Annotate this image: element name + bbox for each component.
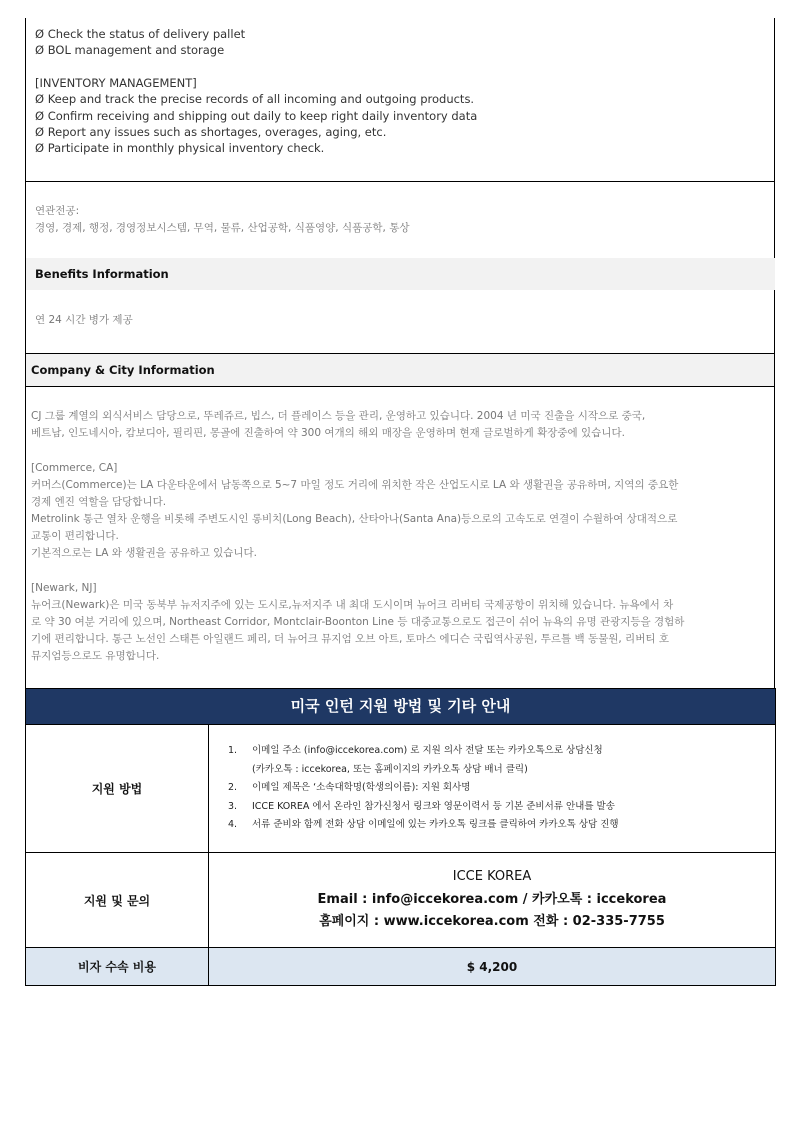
benefits-text: 연 24 시간 병가 제공 [35,314,133,326]
step-row: 1. 이메일 주소 (info@iccekorea.com) 로 지원 의사 전달 또는 카카오톡으로 상담신청 [228,745,603,757]
newark-line: 뉴어크(Newark)은 미국 동북부 뉴저지주에 있는 도시로,뉴저지주 내 최대 도시이며 뉴어크 리버티 국제공항이 위치해 있습니다. 뉴욕에서 차 [31,599,674,611]
benefits-header: Benefits Information [25,258,775,290]
contact-web-phone: 홈페이지 : www.iccekorea.com 전화 : 02-335-7755 [319,914,665,930]
inventory-item: Ø Report any issues such as shortages, overages, aging, etc. [35,125,387,140]
inventory-item: Ø Confirm receiving and shipping out daily to keep right daily inventory data [35,108,478,123]
newark-title: [Newark, NJ] [31,582,97,594]
duties-section [25,18,775,182]
majors-label: 연관전공: [35,205,80,217]
fee-label: 비자 수속 비용 [26,948,209,986]
step-row: (카카오톡 : iccekorea, 또는 홈페이지의 카카오톡 상담 배너 클릭) [252,763,528,775]
inventory-item: Ø Participate in monthly physical inventory check. [35,141,325,156]
contact-email: Email : info@iccekorea.com / 카카오톡 : iccekorea [317,891,667,907]
inventory-heading: [INVENTORY MANAGEMENT] [35,75,197,90]
newark-line: 로 약 30 여분 거리에 있으며, Northeast Corridor, Montclair-Boonton Line 등 대중교통으로도 접근이 쉬어 뉴욕의 유명 관광지등을 경험하 [31,616,685,628]
duty-item: Ø Check the status of delivery pallet [35,27,246,41]
company-intro-line: CJ 그룹 계열의 외식서비스 담당으로, 뚜레쥬르, 빕스, 더 플레이스 등을 관리, 운영하고 있습니다. 2004 년 미국 진출을 시작으로 중국, [31,410,646,422]
inventory-item: Ø Keep and track the precise records of all incoming and outgoing products. [35,92,475,107]
contact-info [209,853,776,948]
commerce-line: 커머스(Commerce)는 LA 다운타운에서 남동쪽으로 5~7 마일 정도 거리에 위치한 작은 산업도시로 LA 와 생활권을 공유하며, 지역의 중요한 [31,479,679,491]
step-row: 4. 서류 준비와 함께 전화 상담 이메일에 있는 카카오톡 링크를 클릭하여 카카오톡 상담 진행 [228,819,619,831]
step-row: 2. 이메일 제목은 ‘소속대학명(학생의이름): 지원 회사명 [228,782,471,794]
step-row: 3. ICCE KOREA 에서 온라인 참가신청서 링크와 영문이력서 등 기본 준비서류 안내를 발송 [228,800,615,812]
commerce-line: 경제 엔진 역할을 담당합니다. [31,496,167,508]
commerce-title: [Commerce, CA] [31,462,118,474]
majors-list: 경영, 경제, 행정, 경영정보시스템, 무역, 물류, 산업공학, 식품영양, 식품공학, 통상 [35,222,410,234]
company-intro-line: 베트남, 인도네시아, 캄보디아, 필리핀, 몽골에 진출하여 약 300 여개의 해외 매장을 운영하며 현재 글로벌하게 확장중에 있습니다. [31,427,625,439]
benefits-section [25,290,775,354]
majors-section [25,182,775,258]
fee-value: $ 4,200 [209,948,776,986]
method-label: 지원 방법 [26,725,209,853]
duty-item: Ø BOL management and storage [35,43,225,58]
newark-line: 뮤지엄등으로도 유명합니다. [31,650,160,662]
company-header: Company & City Information [25,354,775,387]
commerce-line: 기본적으로는 LA 와 생활권을 공유하고 있습니다. [31,547,258,559]
method-steps [209,725,776,853]
apply-table [25,688,776,986]
apply-banner: 미국 인턴 지원 방법 및 기타 안내 [26,689,776,725]
contact-org: ICCE KOREA [452,869,532,885]
newark-line: 기에 편리합니다. 통근 노선인 스태튼 아일랜드 페리, 더 뉴어크 뮤지엄 오브 아트, 토마스 에디슨 국립역사공원, 투르틀 백 동물원, 리버티 호 [31,633,669,645]
contact-label: 지원 및 문의 [26,853,209,948]
commerce-line: 교통이 편리합니다. [31,530,119,542]
company-section [25,387,775,689]
commerce-line: Metrolink 통근 열차 운행을 비롯해 주변도시인 롱비치(Long Beach), 산타아나(Santa Ana)등으로의 고속도로 연결이 수월하여 상대적으로 [31,513,678,525]
